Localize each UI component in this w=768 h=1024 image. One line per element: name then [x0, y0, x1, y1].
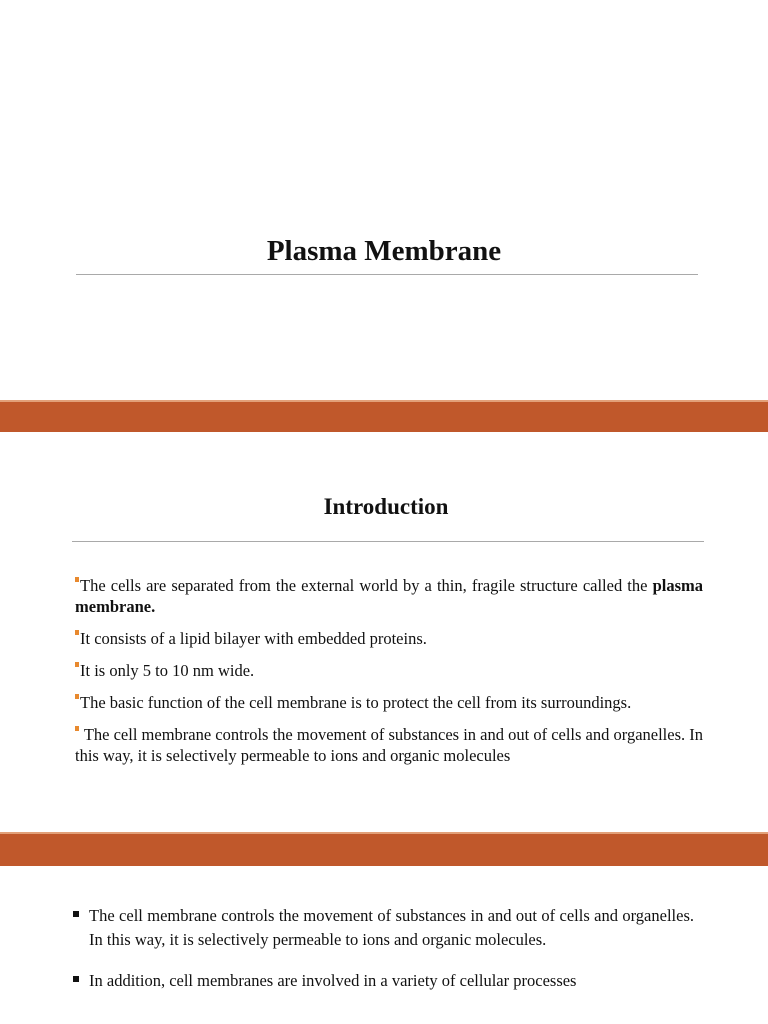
orange-square-bullet-icon — [75, 577, 79, 582]
list-item — [75, 575, 703, 617]
orange-square-bullet-icon — [75, 662, 79, 667]
title-underline — [76, 274, 698, 275]
list-item-text: It is only 5 to 10 nm wide. — [80, 661, 255, 680]
black-square-bullet-icon — [73, 976, 79, 982]
slide-introduction — [0, 432, 768, 832]
list-item-text: The cells are separated from the external world by a thin, fragile structure called the — [80, 576, 653, 595]
list-item-text: The basic function of the cell membrane is to protect the cell from its surroundings. — [80, 693, 632, 712]
slide-heading: Introduction — [323, 494, 449, 519]
list-item-text: The cell membrane controls the movement of substances in and out of cells and organelles. In this way, it is selectively permeable to ions and organic molecules. — [89, 906, 694, 949]
list-item — [75, 724, 708, 766]
list-item-text: The cell membrane controls the movement of substances in and out of cells and organelles. In this way, it is selectively permeable to ions and organic molecules — [75, 725, 708, 765]
list-item-bold-text: plasma membrane. — [75, 576, 703, 616]
slide-title — [0, 0, 768, 400]
slide-title-text: Plasma Membrane — [266, 235, 502, 267]
list-item — [75, 628, 703, 649]
orange-square-bullet-icon — [75, 630, 79, 635]
list-item — [70, 969, 694, 993]
heading-underline — [72, 541, 704, 542]
orange-square-bullet-icon — [75, 726, 79, 731]
bullet-list — [75, 575, 708, 777]
list-item — [70, 904, 694, 951]
slide-divider-band — [0, 400, 768, 432]
slide-divider-band — [0, 832, 768, 866]
black-square-bullet-icon — [73, 911, 79, 917]
list-item-text: It consists of a lipid bilayer with embedded proteins. — [80, 629, 427, 648]
slide-membrane-functions — [0, 866, 768, 1024]
list-item-text: In addition, cell membranes are involved in a variety of cellular processes — [89, 971, 577, 990]
list-item — [75, 692, 703, 713]
list-item — [75, 660, 703, 681]
slide-divider-highlight — [0, 400, 768, 402]
slide-divider-highlight — [0, 832, 768, 834]
bullet-list — [70, 904, 694, 1011]
orange-square-bullet-icon — [75, 694, 79, 699]
